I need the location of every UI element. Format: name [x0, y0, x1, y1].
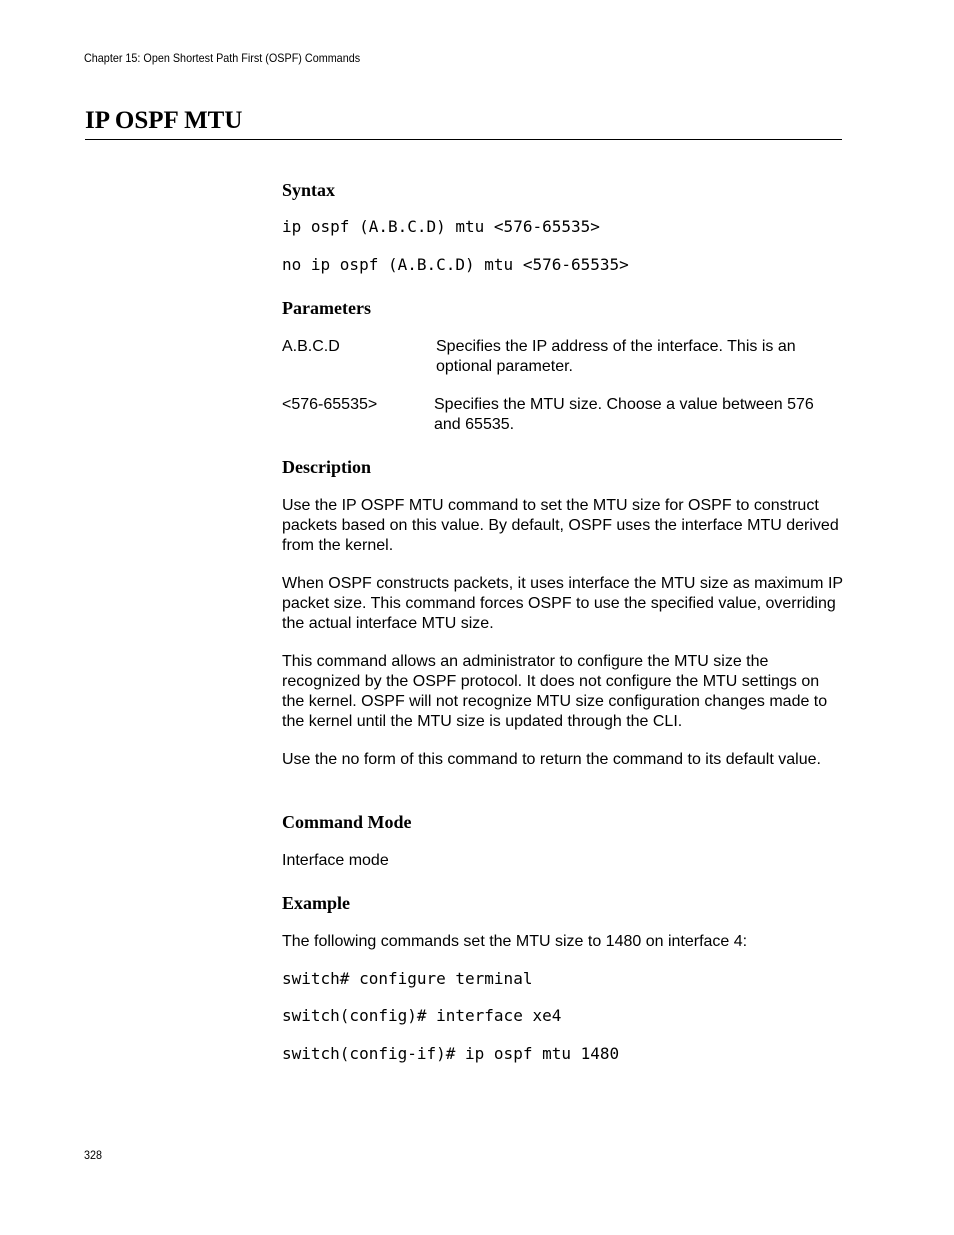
- parameter-name: A.B.C.D: [282, 338, 340, 355]
- description-paragraph: Use the IP OSPF MTU command to set the MTU size for OSPF to construct packets based on this value. By default, OSPF uses the interface MTU derived from the kernel.: [282, 497, 839, 554]
- description-heading: Description: [282, 457, 371, 477]
- parameter-description: Specifies the IP address of the interface. This is an optional parameter.: [436, 338, 796, 375]
- chapter-header: Chapter 15: Open Shortest Path First (OSPF) Commands: [84, 51, 361, 65]
- example-line: switch(config)# interface xe4: [282, 1006, 562, 1025]
- page-title: IP OSPF MTU: [85, 107, 243, 134]
- description-paragraph: Use the no form of this command to return the command to its default value.: [282, 751, 821, 768]
- command-mode-text: Interface mode: [282, 852, 389, 869]
- example-line: switch(config-if)# ip ospf mtu 1480: [282, 1044, 620, 1063]
- page-number: 328: [84, 1148, 103, 1162]
- syntax-line: ip ospf (A.B.C.D) mtu <576-65535>: [282, 217, 600, 236]
- command-mode-heading: Command Mode: [282, 812, 412, 832]
- description-paragraph: When OSPF constructs packets, it uses interface the MTU size as maximum IP packet size. This command forces OSPF to use the specified value, overriding the actual interface MTU size.: [282, 575, 843, 632]
- parameter-description: Specifies the MTU size. Choose a value between 576 and 65535.: [434, 396, 814, 433]
- parameters-heading: Parameters: [282, 298, 371, 318]
- syntax-heading: Syntax: [282, 180, 336, 200]
- example-intro: The following commands set the MTU size to 1480 on interface 4:: [282, 933, 748, 950]
- parameter-name: <576-65535>: [282, 396, 378, 413]
- syntax-line: no ip ospf (A.B.C.D) mtu <576-65535>: [282, 255, 629, 274]
- example-line: switch# configure terminal: [282, 969, 533, 988]
- example-heading: Example: [282, 893, 351, 913]
- title-rule: [85, 139, 842, 140]
- description-paragraph: This command allows an administrator to configure the MTU size the recognized by the OSPF protocol. It does not configure the MTU settings on the kernel. OSPF will not recognize MTU size configuration changes made to the kernel until the MTU size is updated through the CLI.: [282, 653, 828, 730]
